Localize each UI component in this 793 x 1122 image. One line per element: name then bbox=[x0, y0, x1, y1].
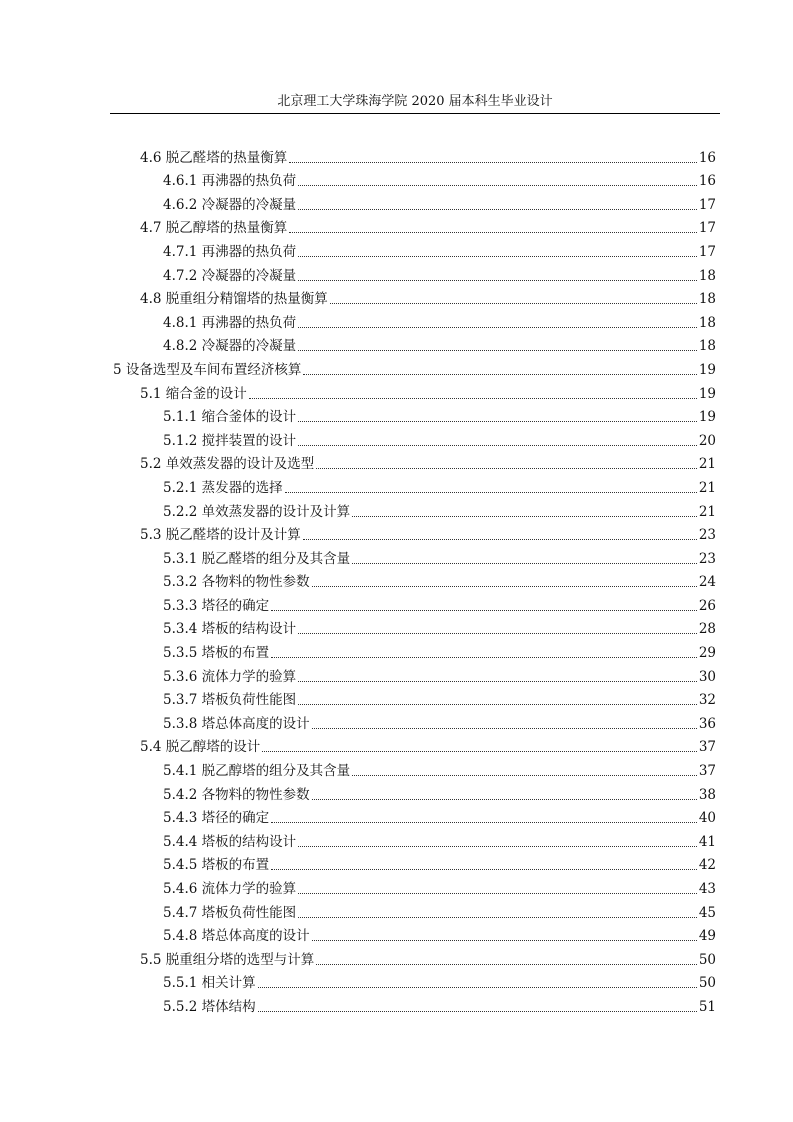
toc-entry-title: 4.8.1 再沸器的热负荷 bbox=[163, 314, 297, 331]
toc-entry[interactable] bbox=[163, 615, 716, 639]
toc-entry-page-number: 19 bbox=[698, 409, 716, 426]
toc-entry-title: 5.3.1 脱乙醛塔的组分及其含量 bbox=[163, 550, 351, 567]
toc-entry-page-number: 17 bbox=[698, 220, 716, 237]
toc-entry-page-number: 18 bbox=[698, 338, 716, 355]
toc-entry-page-number: 21 bbox=[698, 503, 716, 520]
toc-entry[interactable] bbox=[140, 945, 716, 969]
toc-entry-title: 5.3.6 流体力学的验算 bbox=[163, 668, 297, 685]
toc-entry-page-number: 40 bbox=[698, 810, 716, 827]
toc-dot-leader bbox=[298, 256, 697, 257]
toc-entry-title: 5.4.3 塔径的确定 bbox=[163, 810, 270, 827]
toc-dot-leader bbox=[298, 704, 697, 705]
toc-dot-leader bbox=[298, 917, 697, 918]
toc-entry[interactable] bbox=[140, 214, 716, 238]
toc-entry[interactable] bbox=[163, 426, 716, 450]
toc-dot-leader bbox=[289, 162, 697, 163]
toc-entry-title: 4.6.2 冷凝器的冷凝量 bbox=[163, 196, 297, 213]
toc-dot-leader bbox=[271, 869, 697, 870]
page-header: 北京理工大学珠海学院 2020 届本科生毕业设计 bbox=[277, 94, 553, 109]
toc-dot-leader bbox=[303, 374, 696, 375]
toc-dot-leader bbox=[271, 657, 697, 658]
toc-dot-leader bbox=[330, 303, 697, 304]
toc-entry-page-number: 30 bbox=[698, 668, 716, 685]
toc-entry[interactable] bbox=[163, 851, 716, 875]
toc-entry-title: 5.5.1 相关计算 bbox=[163, 975, 256, 992]
toc-entry-title: 4.8.2 冷凝器的冷凝量 bbox=[163, 338, 297, 355]
toc-entry-title: 5.4 脱乙醇塔的设计 bbox=[140, 739, 261, 756]
toc-entry[interactable] bbox=[163, 308, 716, 332]
toc-entry[interactable] bbox=[163, 922, 716, 946]
toc-entry[interactable] bbox=[163, 662, 716, 686]
toc-entry-title: 5.5 脱重组分塔的选型与计算 bbox=[140, 951, 315, 968]
header-rule bbox=[110, 113, 720, 114]
toc-entry-title: 5.3.2 各物料的物性参数 bbox=[163, 574, 310, 591]
toc-dot-leader bbox=[316, 468, 697, 469]
toc-entry[interactable] bbox=[163, 709, 716, 733]
toc-entry-page-number: 45 bbox=[698, 904, 716, 921]
table-of-contents bbox=[0, 143, 793, 1016]
toc-entry-title: 5.1.2 搅拌装置的设计 bbox=[163, 432, 297, 449]
toc-entry-page-number: 38 bbox=[698, 786, 716, 803]
toc-entry-page-number: 51 bbox=[698, 998, 716, 1015]
toc-entry-title: 5.2.1 蒸发器的选择 bbox=[163, 479, 283, 496]
toc-dot-leader bbox=[298, 445, 697, 446]
toc-dot-leader bbox=[303, 539, 697, 540]
toc-entry[interactable] bbox=[163, 332, 716, 356]
toc-dot-leader bbox=[298, 280, 697, 281]
toc-entry-page-number: 50 bbox=[698, 975, 716, 992]
toc-dot-leader bbox=[262, 751, 697, 752]
toc-entry[interactable] bbox=[140, 285, 716, 309]
toc-dot-leader bbox=[298, 893, 697, 894]
toc-entry-title: 5.4.4 塔板的结构设计 bbox=[163, 833, 297, 850]
toc-entry-page-number: 32 bbox=[698, 692, 716, 709]
toc-entry-title: 4.7 脱乙醇塔的热量衡算 bbox=[140, 220, 288, 237]
toc-entry-page-number: 18 bbox=[698, 291, 716, 308]
toc-entry-title: 5.1 缩合釜的设计 bbox=[140, 385, 247, 402]
toc-entry[interactable] bbox=[163, 167, 716, 191]
toc-entry-title: 4.7.1 再沸器的热负荷 bbox=[163, 243, 297, 260]
toc-entry-page-number: 24 bbox=[698, 574, 716, 591]
toc-entry-page-number: 37 bbox=[698, 763, 716, 780]
toc-entry[interactable] bbox=[163, 638, 716, 662]
toc-entry-page-number: 19 bbox=[698, 361, 716, 378]
toc-dot-leader bbox=[316, 964, 697, 965]
toc-entry[interactable] bbox=[163, 756, 716, 780]
toc-entry-page-number: 21 bbox=[698, 456, 716, 473]
toc-entry-page-number: 17 bbox=[698, 196, 716, 213]
toc-entry-title: 5.2.2 单效蒸发器的设计及计算 bbox=[163, 503, 351, 520]
toc-entry-title: 5.4.2 各物料的物性参数 bbox=[163, 786, 310, 803]
toc-entry-title: 5.1.1 缩合釜体的设计 bbox=[163, 409, 297, 426]
toc-entry-page-number: 23 bbox=[698, 550, 716, 567]
toc-dot-leader bbox=[298, 185, 697, 186]
toc-entry[interactable] bbox=[163, 190, 716, 214]
toc-entry[interactable] bbox=[163, 237, 716, 261]
toc-dot-leader bbox=[352, 516, 697, 517]
toc-entry[interactable] bbox=[140, 143, 716, 167]
toc-dot-leader bbox=[258, 987, 697, 988]
toc-entry[interactable] bbox=[163, 473, 716, 497]
toc-entry[interactable] bbox=[163, 898, 716, 922]
toc-entry-title: 5.3.4 塔板的结构设计 bbox=[163, 621, 297, 638]
toc-entry-page-number: 37 bbox=[698, 739, 716, 756]
toc-entry-page-number: 43 bbox=[698, 881, 716, 897]
toc-dot-leader bbox=[312, 940, 697, 941]
toc-entry-page-number: 36 bbox=[698, 715, 716, 732]
toc-entry-title: 4.6.1 再沸器的热负荷 bbox=[163, 173, 297, 190]
toc-dot-leader bbox=[258, 1011, 697, 1012]
toc-entry-page-number: 26 bbox=[698, 597, 716, 614]
toc-dot-leader bbox=[271, 822, 697, 823]
toc-entry[interactable] bbox=[163, 544, 716, 568]
toc-entry-page-number: 50 bbox=[698, 951, 716, 968]
toc-dot-leader bbox=[312, 586, 697, 587]
toc-dot-leader bbox=[271, 610, 697, 611]
toc-entry-page-number: 20 bbox=[698, 432, 716, 449]
toc-dot-leader bbox=[298, 681, 697, 682]
toc-dot-leader bbox=[289, 232, 697, 233]
toc-entry[interactable] bbox=[163, 827, 716, 851]
toc-entry[interactable] bbox=[163, 992, 716, 1016]
toc-entry[interactable] bbox=[163, 874, 716, 898]
toc-entry[interactable] bbox=[163, 969, 716, 993]
toc-entry[interactable] bbox=[163, 403, 716, 427]
toc-entry-page-number: 17 bbox=[698, 243, 716, 260]
toc-entry-title: 5.3.7 塔板负荷性能图 bbox=[163, 692, 297, 709]
toc-entry-title: 4.8 脱重组分精馏塔的热量衡算 bbox=[140, 291, 328, 308]
toc-entry-title: 5.4.7 塔板负荷性能图 bbox=[163, 904, 297, 921]
toc-entry-title: 5.3.5 塔板的布置 bbox=[163, 645, 270, 662]
toc-dot-leader bbox=[352, 563, 697, 564]
toc-entry-title: 5.4.8 塔总体高度的设计 bbox=[163, 928, 310, 945]
toc-entry[interactable] bbox=[163, 497, 716, 521]
toc-dot-leader bbox=[298, 350, 697, 351]
toc-entry[interactable] bbox=[163, 261, 716, 285]
toc-entry-page-number: 28 bbox=[698, 621, 716, 638]
toc-entry-page-number: 16 bbox=[698, 149, 716, 166]
toc-entry-title: 5 设备选型及车间布置经济核算 bbox=[113, 361, 302, 378]
toc-entry-title: 5.4.1 脱乙醇塔的组分及其含量 bbox=[163, 763, 351, 780]
toc-entry-page-number: 41 bbox=[698, 833, 716, 850]
toc-entry-page-number: 29 bbox=[698, 645, 716, 662]
toc-entry-title: 5.4.5 塔板的布置 bbox=[163, 857, 270, 874]
toc-dot-leader bbox=[298, 421, 697, 422]
toc-entry-page-number: 18 bbox=[698, 314, 716, 331]
toc-entry-page-number: 23 bbox=[698, 527, 716, 544]
toc-entry[interactable] bbox=[140, 379, 716, 403]
toc-entry-page-number: 16 bbox=[698, 173, 716, 190]
toc-entry-page-number: 21 bbox=[698, 479, 716, 496]
toc-entry[interactable] bbox=[140, 521, 716, 545]
toc-dot-leader bbox=[298, 209, 697, 210]
toc-entry-title: 5.3 脱乙醛塔的设计及计算 bbox=[140, 527, 301, 544]
toc-dot-leader bbox=[298, 846, 697, 847]
toc-entry-title: 5.3.3 塔径的确定 bbox=[163, 597, 270, 614]
toc-dot-leader bbox=[249, 398, 697, 399]
toc-entry[interactable] bbox=[163, 804, 716, 828]
toc-entry[interactable] bbox=[113, 355, 716, 379]
toc-entry-page-number: 19 bbox=[698, 385, 716, 402]
toc-entry-page-number: 18 bbox=[698, 267, 716, 284]
toc-entry[interactable] bbox=[163, 686, 716, 710]
toc-dot-leader bbox=[298, 327, 697, 328]
toc-entry[interactable] bbox=[163, 591, 716, 615]
toc-dot-leader bbox=[312, 728, 697, 729]
toc-entry-title: 5.3.8 塔总体高度的设计 bbox=[163, 715, 310, 732]
toc-entry-title: 5.5.2 塔体结构 bbox=[163, 998, 256, 1015]
toc-entry-page-number: 42 bbox=[698, 857, 716, 874]
toc-dot-leader bbox=[285, 492, 697, 493]
toc-entry-title: 5.4.6 流体力学的验算 bbox=[163, 881, 297, 897]
toc-entry-title: 4.6 脱乙醛塔的热量衡算 bbox=[140, 149, 288, 166]
toc-dot-leader bbox=[312, 799, 697, 800]
toc-dot-leader bbox=[298, 633, 697, 634]
toc-entry[interactable] bbox=[163, 568, 716, 592]
toc-entry-title: 4.7.2 冷凝器的冷凝量 bbox=[163, 267, 297, 284]
toc-dot-leader bbox=[352, 775, 697, 776]
toc-entry-page-number: 49 bbox=[698, 928, 716, 945]
toc-entry[interactable] bbox=[140, 450, 716, 474]
toc-entry-title: 5.2 单效蒸发器的设计及选型 bbox=[140, 456, 315, 473]
toc-entry[interactable] bbox=[163, 780, 716, 804]
toc-entry[interactable] bbox=[140, 733, 716, 757]
